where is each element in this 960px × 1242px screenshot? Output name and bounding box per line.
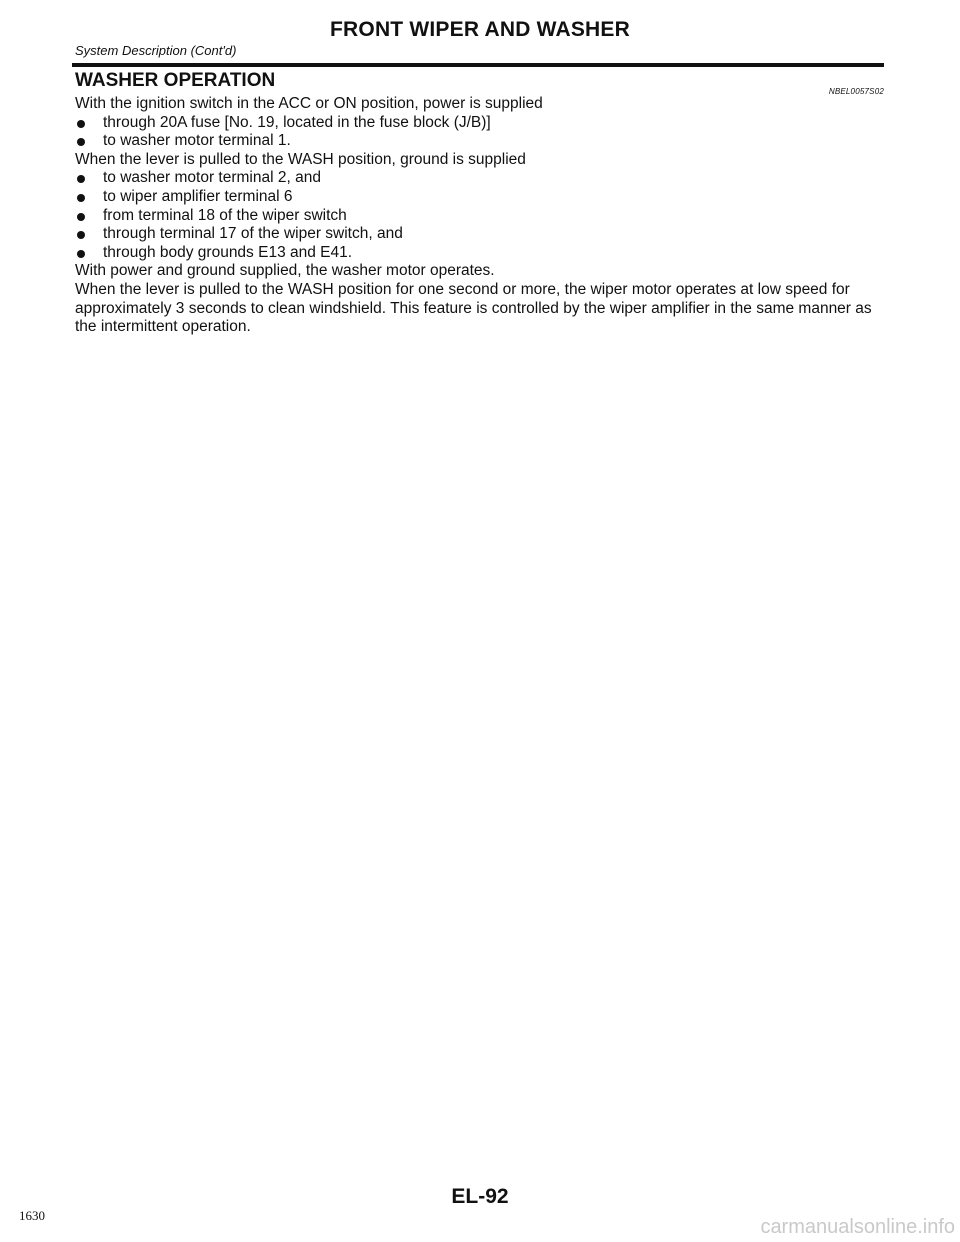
- bullet-list-ground: [75, 169, 885, 262]
- list-item: through body grounds E13 and E41.: [75, 244, 885, 263]
- list-item: through 20A fuse [No. 19, located in the fuse block (J/B)]: [75, 114, 885, 133]
- watermark: carmanualsonline.info: [760, 1216, 955, 1238]
- list-item: to wiper amplifier terminal 6: [75, 188, 885, 207]
- section-heading: WASHER OPERATION: [75, 70, 276, 91]
- print-page-number: 1630: [19, 1208, 45, 1223]
- list-item: to washer motor terminal 2, and: [75, 169, 885, 188]
- section-code: NBEL0057S02: [828, 87, 884, 96]
- page-title: FRONT WIPER AND WASHER: [330, 18, 630, 41]
- header-rule: [72, 63, 884, 67]
- paragraph-operation: With power and ground supplied, the washer motor operates.: [75, 262, 495, 280]
- section-subtitle: System Description (Cont'd): [75, 43, 237, 58]
- list-item: through terminal 17 of the wiper switch, and: [75, 225, 885, 244]
- paragraph-low-speed: When the lever is pulled to the WASH position for one second or more, the wiper motor operates at low speed for approximately 3 seconds to clean windshield. This feature is controlled by the wiper amplifier in the same manner as the intermittent operation.: [75, 280, 872, 336]
- paragraph-ground-intro: When the lever is pulled to the WASH position, ground is supplied: [75, 150, 526, 168]
- list-item: to washer motor terminal 1.: [75, 132, 885, 151]
- page-number: EL-92: [451, 1185, 509, 1208]
- bullet-list-power: [75, 114, 885, 151]
- paragraph-power-intro: With the ignition switch in the ACC or ON position, power is supplied: [75, 95, 543, 112]
- body-text: [75, 95, 885, 337]
- list-item: from terminal 18 of the wiper switch: [75, 207, 885, 226]
